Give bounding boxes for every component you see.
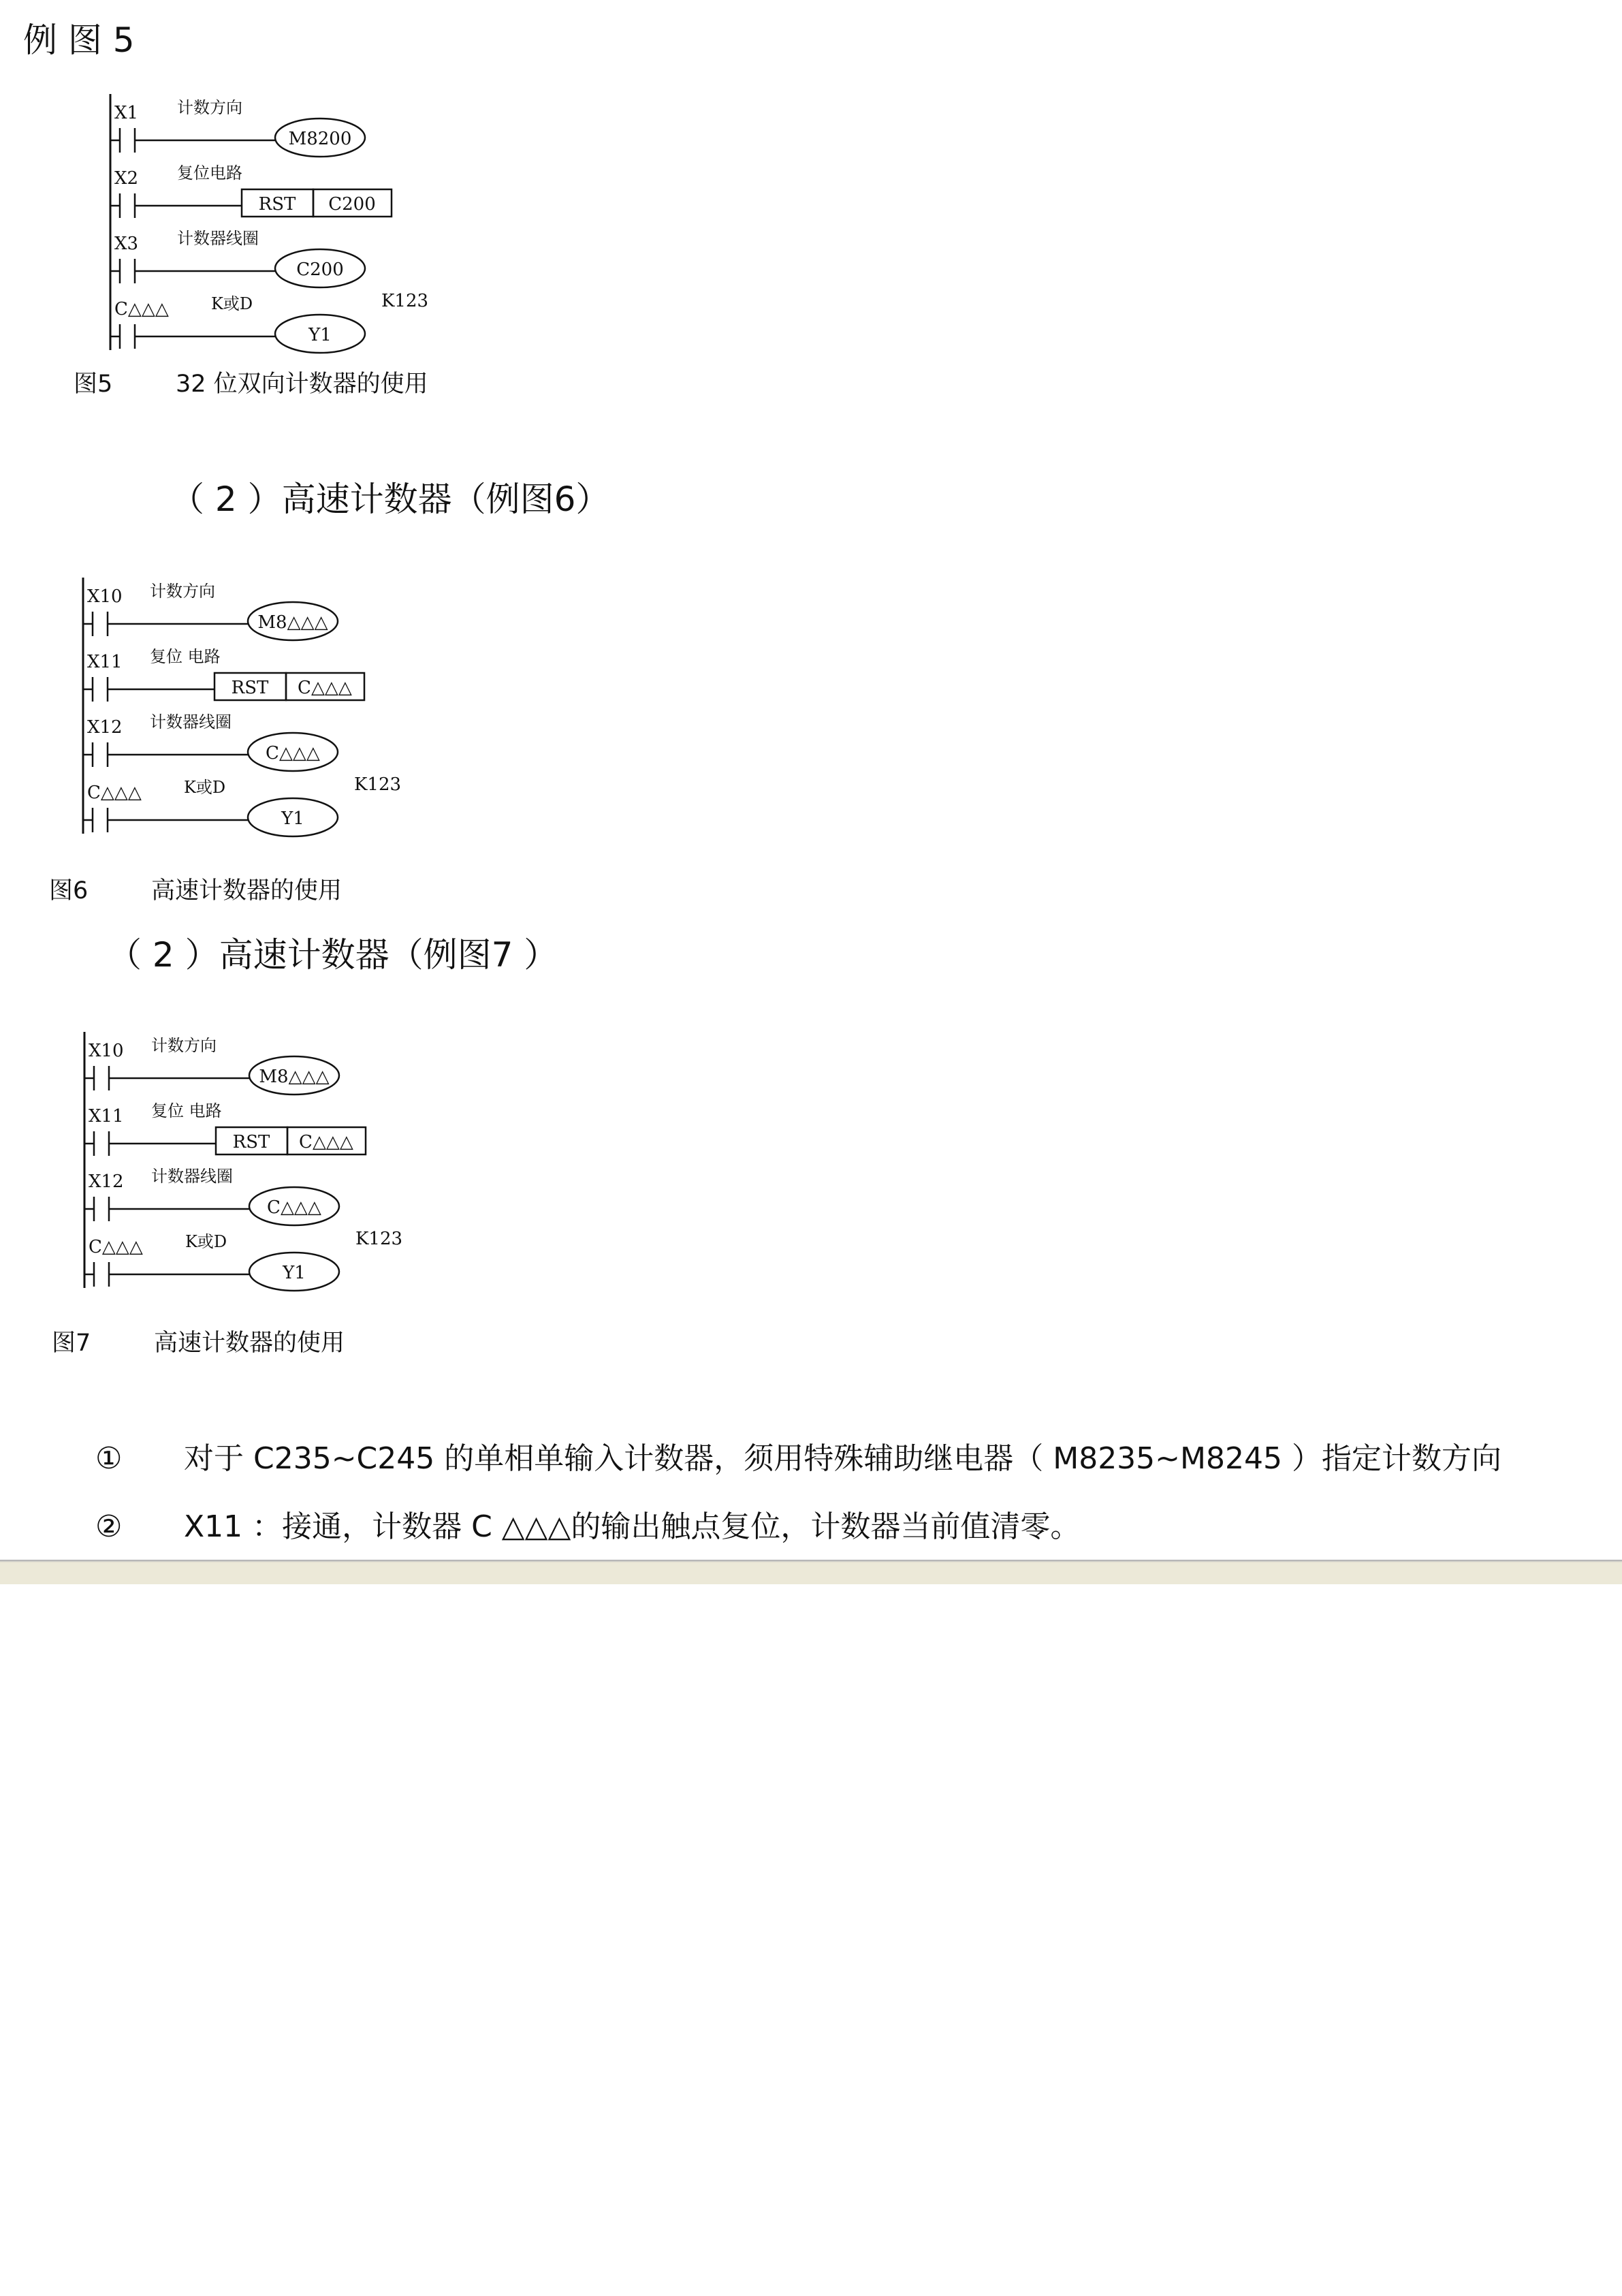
rung-note: 计数器线圈 [177, 229, 259, 248]
figure-number: 图5 [74, 371, 113, 398]
rung-note: 计数方向 [177, 98, 242, 117]
coil-label: M8△△△ [259, 1067, 330, 1087]
coil-label: C200 [296, 260, 344, 280]
contact-label: X2 [114, 168, 139, 189]
instruction-label: RST [231, 678, 269, 698]
ladder-diagram-fig6 [75, 571, 429, 857]
coil-label: Y1 [283, 1263, 306, 1283]
figure-caption-text: 高速计数器的使用 [151, 877, 343, 905]
figure-caption-6 [49, 872, 342, 906]
note-marker: ② [95, 1509, 123, 1544]
figure-caption-text: 32 位双向计数器的使用 [176, 371, 428, 398]
rung-note: K或D [184, 778, 226, 797]
coil-label: C△△△ [266, 743, 320, 764]
setting-value: K123 [381, 291, 429, 311]
section-heading-fig7: （ 2 ）高速计数器（例图7 ） [108, 935, 558, 975]
contact-label: C△△△ [89, 1237, 143, 1257]
ladder-svg [102, 87, 456, 373]
figure-number: 图6 [49, 877, 89, 905]
rung-note: K或D [211, 294, 253, 313]
instruction-label: RST [258, 194, 296, 215]
coil-label: M8△△△ [257, 612, 328, 633]
operand-label: C200 [328, 194, 376, 215]
coil-label: Y1 [308, 325, 332, 345]
rung-note: 计数器线圈 [150, 712, 232, 732]
rung-note: 复位电路 [177, 163, 242, 183]
setting-value: K123 [355, 1229, 403, 1249]
contact-label: C△△△ [114, 299, 169, 319]
contact-label: X11 [89, 1106, 124, 1127]
section-heading-fig6: （ 2 ）高速计数器（例图6） [170, 479, 610, 519]
figure-caption-7 [52, 1324, 345, 1358]
window-bottom-border [0, 1560, 1622, 1584]
figure-number: 图7 [52, 1330, 91, 1357]
contact-label: C△△△ [87, 783, 142, 803]
rung-note: K或D [185, 1232, 227, 1251]
coil-label: M8200 [288, 129, 352, 149]
rung-note: 计数方向 [151, 1036, 217, 1055]
rung-note: 复位 电路 [150, 647, 221, 666]
note-2 [95, 1502, 1080, 1545]
rung-note: 计数方向 [150, 582, 215, 601]
ladder-diagram-fig7 [76, 1025, 430, 1311]
ladder-svg [76, 1025, 430, 1311]
top-label: 例 图 5 [23, 20, 135, 60]
setting-value: K123 [354, 774, 402, 795]
contact-label: X10 [87, 586, 123, 607]
contact-label: X10 [89, 1041, 124, 1061]
note-marker: ① [95, 1441, 123, 1476]
coil-label: C△△△ [267, 1197, 321, 1218]
ladder-diagram-fig5 [102, 87, 456, 373]
rung-note: 计数器线圈 [151, 1167, 233, 1186]
contact-label: X12 [89, 1171, 124, 1192]
figure-caption-5 [74, 365, 428, 399]
contact-label: X1 [114, 103, 139, 123]
note-1 [95, 1434, 1501, 1477]
contact-label: X12 [87, 717, 123, 738]
contact-label: X11 [87, 652, 123, 672]
operand-label: C△△△ [298, 678, 352, 698]
operand-label: C△△△ [299, 1132, 353, 1152]
figure-caption-text: 高速计数器的使用 [154, 1330, 345, 1357]
note-text: 对于 C235~C245 的单相单输入计数器，须用特殊辅助继电器（ M8235~M8245 ）指定计数方向 [184, 1441, 1501, 1476]
ladder-svg [75, 571, 429, 857]
instruction-label: RST [232, 1132, 270, 1152]
note-text: X11 ：接通，计数器 C △△△的输出触点复位，计数器当前值清零。 [184, 1509, 1081, 1544]
contact-label: X3 [114, 234, 139, 254]
rung-note: 复位 电路 [151, 1101, 222, 1120]
coil-label: Y1 [281, 808, 304, 829]
